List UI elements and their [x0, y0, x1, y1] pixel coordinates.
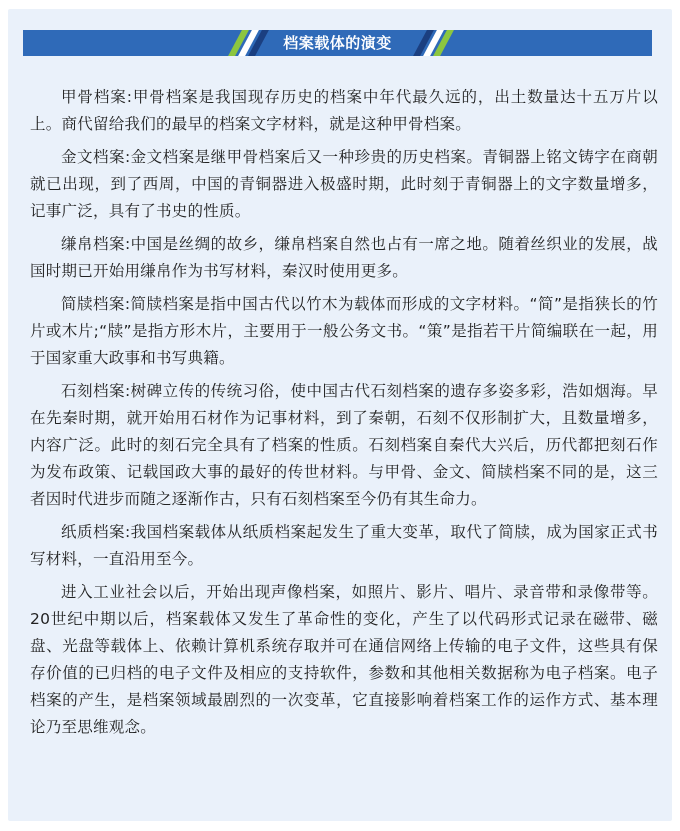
- section-title: 档案载体的演变: [283, 34, 392, 52]
- paragraph-oracle-bone: 甲骨档案:甲骨档案是我国现存历史的档案中年代最久远的，出土数量达十五万片以上。商代留给我们的最早的档案文字材料，就是这种甲骨档案。: [30, 88, 658, 133]
- paragraph-bamboo-slip: 简牍档案:简牍档案是指中国古代以竹木为载体而形成的文字材料。“简”是指狭长的竹片或木片;“牍”是指方形木片，主要用于一般公务文书。“策”是指若干片简编联在一起，用于国家重大政事和书写典籍。: [30, 295, 658, 367]
- paragraph-paper: 纸质档案:我国档案载体从纸质档案起发生了重大变革，取代了简牍，成为国家正式书写材料，一直沿用至今。: [30, 523, 658, 568]
- paragraph-stone-carving: 石刻档案:树碑立传的传统习俗，使中国古代石刻档案的遗存多姿多彩，浩如烟海。早在先秦时期，就开始用石材作为记事材料，到了秦朝，石刻不仅形制扩大，且数量增多，内容广泛。此时的刻石完全具有了档案的性质。石刻档案自秦代大兴后，历代都把刻石作为发布政策、记载国政大事的最好的传世材料。与甲骨、金文、简牍档案不同的是，这三者因时代进步而随之逐渐作古，只有石刻档案至今仍有其生命力。: [30, 382, 658, 508]
- section-title-bar: [23, 30, 652, 56]
- article-body: [30, 84, 658, 747]
- paragraph-silk: 缣帛档案:中国是丝绸的故乡，缣帛档案自然也占有一席之地。随着丝织业的发展，战国时期已开始用缣帛作为书写材料，秦汉时使用更多。: [30, 235, 658, 280]
- paragraph-bronze-inscription: 金文档案:金文档案是继甲骨档案后又一种珍贵的历史档案。青铜器上铭文铸字在商朝就已出现，到了西周，中国的青铜器进入极盛时期，此时刻于青铜器上的文字数量增多，记事广泛，具有了书史的性质。: [30, 148, 658, 220]
- paragraph-electronic: 进入工业社会以后，开始出现声像档案，如照片、影片、唱片、录音带和录像带等。20世纪中期以后，档案载体又发生了革命性的变化，产生了以代码形式记录在磁带、磁盘、光盘等载体上、依赖计算机系统存取并可在通信网络上传输的电子文件，这些具有保存价值的已归档的电子文件及相应的支持软件，参数和其他相关数据称为电子档案。电子档案的产生，是档案领域最剧烈的一次变革，它直接影响着档案工作的运作方式、基本理论乃至思维观念。: [30, 583, 658, 736]
